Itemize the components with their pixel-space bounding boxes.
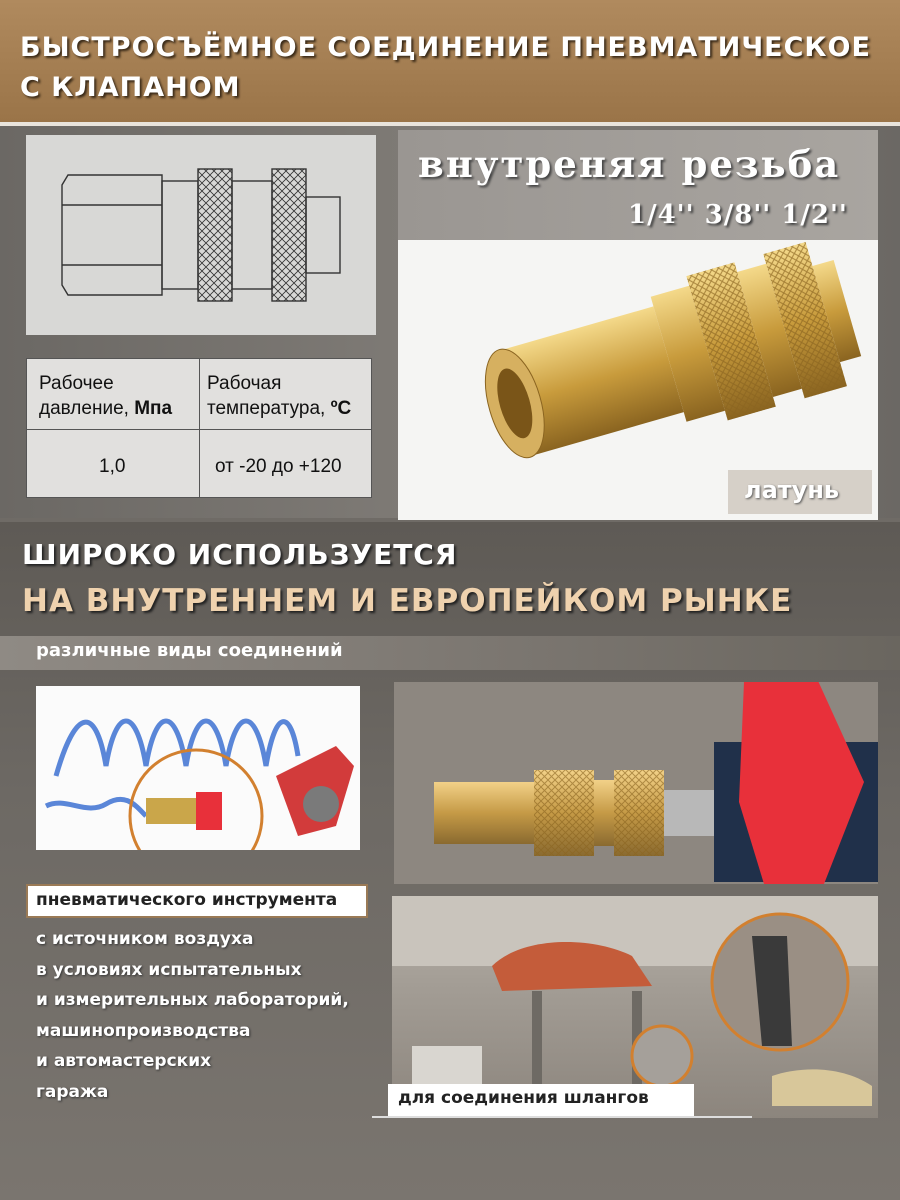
spec-table: [26, 358, 372, 498]
material-badge: [728, 470, 872, 514]
caption-rule: [372, 1116, 752, 1128]
usage-item: в условиях испытательных: [36, 959, 302, 980]
thread-title: внутреняя резьба: [418, 142, 841, 186]
title-line-1: БЫСТРОСЪЁМНОЕ СОЕДИНЕНИЕ ПНЕВМАТИЧЕСКОЕ: [20, 32, 871, 63]
usage-item: с источником воздуха: [36, 929, 254, 949]
spec-divider-v: [199, 359, 200, 497]
thread-sizes: 1/4'' 3/8'' 1/2'': [628, 200, 848, 230]
usage-item: гаража: [36, 1081, 109, 1102]
material-label: латунь: [744, 476, 840, 504]
title-line-2: С КЛАПАНОМ: [20, 72, 241, 103]
connections-bar: [0, 636, 900, 670]
pressure-value: 1,0: [99, 456, 126, 477]
hose-label-text: для соединения шлангов: [398, 1088, 649, 1108]
usage-heading-2: НА ВНУТРЕННЕМ И ЕВРОПЕЙКОМ РЫНКЕ: [22, 583, 793, 619]
spec-divider-h: [27, 429, 371, 430]
tool-label-text: пневматического инструмента: [36, 890, 338, 910]
header-banner: [0, 0, 900, 126]
connections-label: различные виды соединений: [36, 640, 343, 661]
coupling-closeup-photo: [394, 682, 878, 884]
usage-item: машинопроизводства: [36, 1020, 251, 1041]
usage-item: и измерительных лабораторий,: [36, 990, 349, 1010]
temperature-value: от -20 до +120: [215, 456, 342, 477]
temperature-header: Рабочая температура, ºC: [207, 373, 352, 419]
usage-list: [36, 924, 349, 1107]
technical-drawing: [26, 135, 376, 335]
hose-label: [388, 1084, 694, 1116]
usage-item: и автомастерских: [36, 1051, 212, 1071]
pressure-header: Рабочее давление, Мпа: [39, 373, 173, 419]
usage-heading-1: ШИРОКО ИСПОЛЬЗУЕТСЯ: [22, 538, 458, 571]
hose-tool-photo: [36, 686, 360, 850]
tool-label: [26, 884, 368, 918]
